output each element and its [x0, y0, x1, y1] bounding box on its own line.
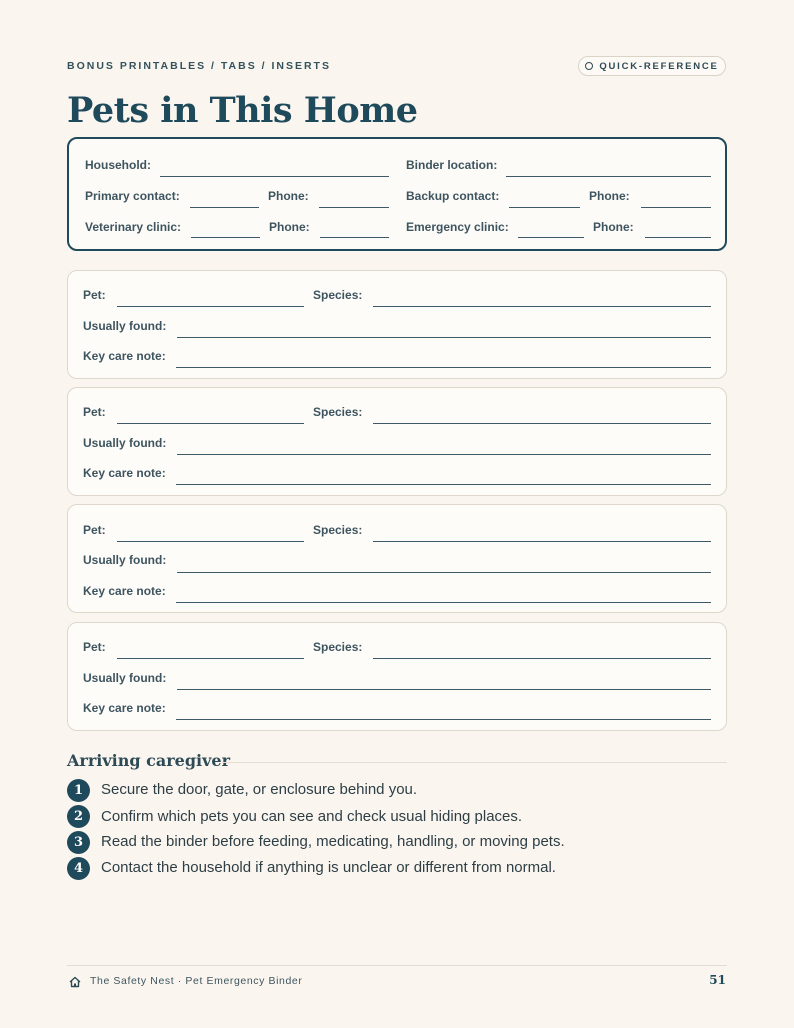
species-field[interactable] [373, 658, 711, 659]
key-care-note-label: Key care note: [83, 466, 166, 480]
pet-card-2 [67, 387, 727, 496]
pet-label: Pet: [83, 405, 106, 419]
step-number: 3 [67, 831, 90, 854]
household-info-box [67, 137, 727, 251]
step-text: Secure the door, gate, or enclosure behind you. [101, 781, 418, 798]
backup-phone-label: Phone: [589, 189, 630, 203]
section-heading-arriving-caregiver: Arriving caregiver [67, 751, 231, 770]
pet-name-field[interactable] [117, 658, 304, 659]
usually-found-label: Usually found: [83, 553, 167, 567]
footer-divider [67, 965, 727, 966]
section-divider [222, 762, 727, 763]
key-care-note-field[interactable] [176, 367, 711, 368]
home-icon [68, 975, 82, 989]
species-label: Species: [313, 523, 363, 537]
step-text: Contact the household if anything is unclear or different from normal. [101, 859, 556, 876]
key-care-note-label: Key care note: [83, 584, 166, 598]
pet-name-field[interactable] [117, 306, 304, 307]
veterinary-clinic-field[interactable] [191, 237, 260, 238]
species-field[interactable] [373, 541, 711, 542]
step-number: 1 [67, 779, 90, 802]
backup-phone-field[interactable] [641, 207, 711, 208]
footer-text: The Safety Nest · Pet Emergency Binder [90, 975, 303, 987]
pet-card-1 [67, 270, 727, 379]
backup-contact-field[interactable] [509, 207, 580, 208]
pet-label: Pet: [83, 640, 106, 654]
pet-name-field[interactable] [117, 541, 304, 542]
key-care-note-label: Key care note: [83, 701, 166, 715]
usually-found-field[interactable] [177, 337, 711, 338]
page-title: Pets in This Home [67, 90, 418, 131]
species-label: Species: [313, 405, 363, 419]
household-field[interactable] [160, 176, 389, 177]
veterinary-clinic-label: Veterinary clinic: [85, 220, 182, 234]
usually-found-field[interactable] [177, 572, 711, 573]
primary-contact-field[interactable] [190, 207, 259, 208]
step-text: Confirm which pets you can see and check usual hiding places. [101, 808, 523, 825]
usually-found-field[interactable] [177, 689, 711, 690]
binder-location-field[interactable] [506, 176, 711, 177]
binder-location-label: Binder location: [406, 158, 498, 172]
quick-reference-badge [578, 56, 726, 76]
pet-card-4 [67, 622, 727, 731]
household-label: Household: [85, 158, 151, 172]
pet-card-3 [67, 504, 727, 613]
key-care-note-field[interactable] [176, 484, 711, 485]
usually-found-label: Usually found: [83, 671, 167, 685]
usually-found-label: Usually found: [83, 436, 167, 450]
species-field[interactable] [373, 423, 711, 424]
pet-name-field[interactable] [117, 423, 304, 424]
emergency-phone-field[interactable] [645, 237, 711, 238]
breadcrumb: BONUS PRINTABLES / TABS / INSERTS [67, 60, 331, 72]
step-text: Read the binder before feeding, medicating, handling, or moving pets. [101, 833, 565, 850]
primary-contact-label: Primary contact: [85, 189, 180, 203]
vet-phone-label: Phone: [269, 220, 310, 234]
page-number: 51 [709, 973, 726, 987]
species-field[interactable] [373, 306, 711, 307]
key-care-note-label: Key care note: [83, 349, 166, 363]
species-label: Species: [313, 640, 363, 654]
species-label: Species: [313, 288, 363, 302]
usually-found-field[interactable] [177, 454, 711, 455]
step-number: 2 [67, 805, 90, 828]
key-care-note-field[interactable] [176, 602, 711, 603]
badge-label: QUICK-REFERENCE [599, 60, 719, 72]
emergency-clinic-label: Emergency clinic: [406, 220, 509, 234]
vet-phone-field[interactable] [320, 237, 389, 238]
primary-phone-field[interactable] [319, 207, 389, 208]
key-care-note-field[interactable] [176, 719, 711, 720]
usually-found-label: Usually found: [83, 319, 167, 333]
step-number: 4 [67, 857, 90, 880]
backup-contact-label: Backup contact: [406, 189, 500, 203]
circle-icon [585, 62, 593, 70]
primary-phone-label: Phone: [268, 189, 309, 203]
pet-label: Pet: [83, 288, 106, 302]
pet-label: Pet: [83, 523, 106, 537]
emergency-clinic-field[interactable] [518, 237, 584, 238]
emergency-phone-label: Phone: [593, 220, 634, 234]
